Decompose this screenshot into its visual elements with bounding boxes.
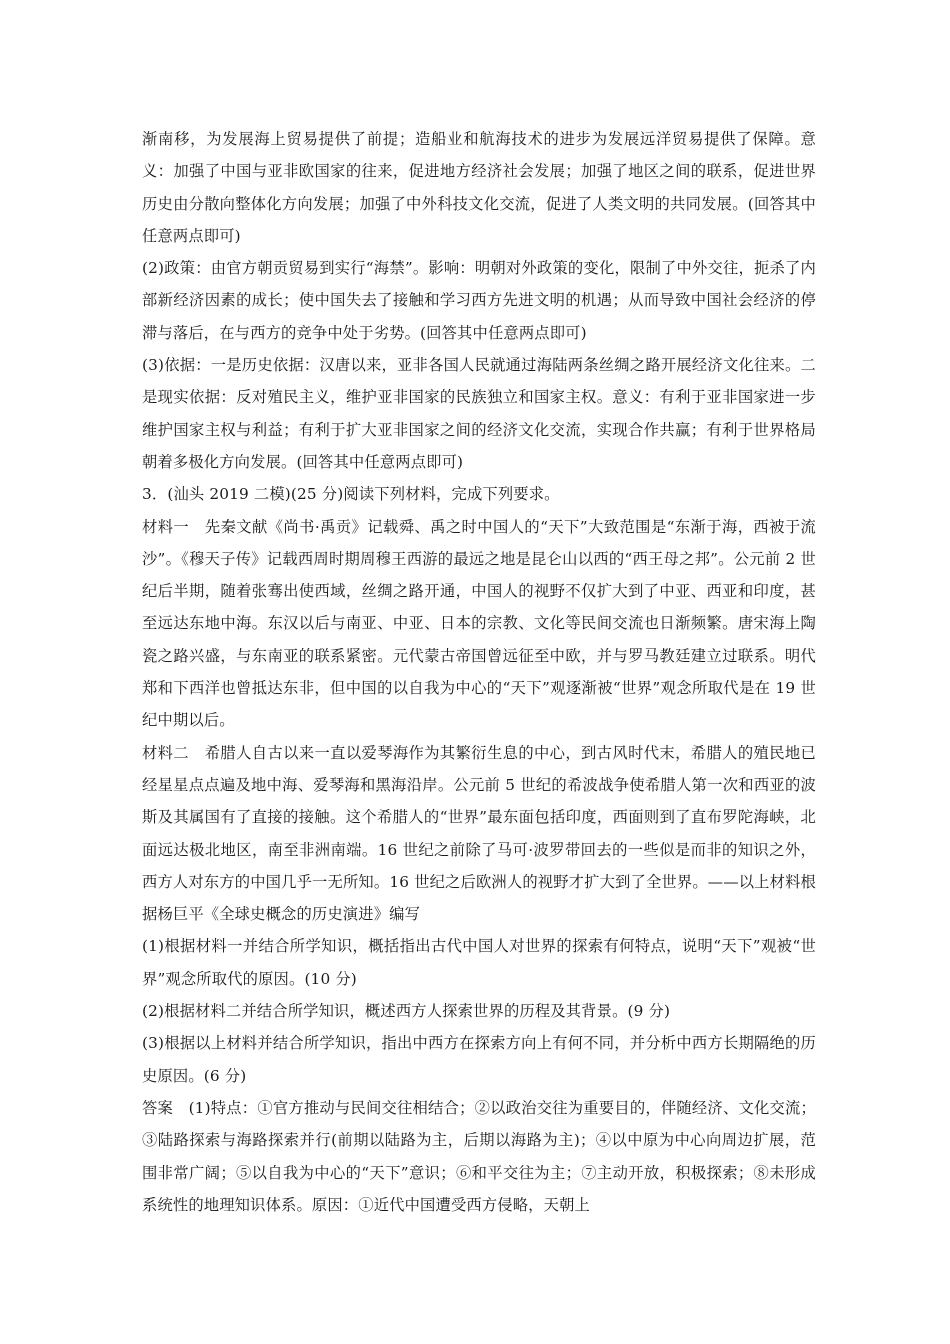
question-3-heading: 3．(汕头 2019 二模)(25 分)阅读下列材料，完成下列要求。 (142, 485, 560, 504)
sub-question-1: (1)根据材料一并结合所学知识，概括指出古代中国人对世界的探索有何特点，说明“天下”观被“世界”观念所取代的原因。(10 分) (142, 937, 816, 988)
answer-paragraph-3: (3)依据：一是历史依据：汉唐以来，亚非各国人民就通过海陆两条丝绸之路开展经济文化往来。二是现实依据：反对殖民主义，维护亚非国家的民族独立和国家主权。意义：有利于亚非国家进一步维护国家主权与利益；有利于扩大亚非国家之间的经济文化交流，实现合作共赢；有利于世界格局朝着多极化方向发展。(回答其中任意两点即可) (142, 356, 816, 471)
document-body (142, 123, 816, 1221)
sub-question-3: (3)根据以上材料并结合所学知识，指出中西方在探索方向上有何不同，并分析中西方长期隔绝的历史原因。(6 分) (142, 1034, 816, 1085)
sub-question-2: (2)根据材料二并结合所学知识，概述西方人探索世界的历程及其背景。(9 分) (142, 1002, 671, 1021)
material-two: 材料二 希腊人自古以来一直以爱琴海作为其繁衍生息的中心，到古风时代末，希腊人的殖民地已经星星点点遍及地中海、爱琴海和黑海沿岸。公元前 5 世纪的希波战争使希腊人第一次和西亚的波斯及其属国有了直接的接触。这个希腊人的“世界”最东面包括印度，西面则到了直布罗陀海峡，北面远达极北地区，南至非洲南端。16 世纪之前除了马可·波罗带回去的一些似是而非的知识之外，西方人对东方的中国几乎一无所知。16 世纪之后欧洲人的视野才扩大到了全世界。——以上材料根据杨巨平《全球史概念的历史演进》编写 (142, 743, 816, 924)
answer-section: 答案 (1)特点：①官方推动与民间交往相结合；②以政治交往为重要目的，伴随经济、文化交流；③陆路探索与海路探索并行(前期以陆路为主，后期以海路为主)；④以中原为中心向周边扩展，范围非常广阔；⑤以自我为中心的“天下”意识；⑥和平交往为主；⑦主动开放，积极探索；⑧未形成系统性的地理知识体系。原因：①近代中国遭受西方侵略，天朝上 (142, 1098, 816, 1214)
material-one: 材料一 先秦文献《尚书·禹贡》记载舜、禹之时中国人的“天下”大致范围是“东渐于海，西被于流沙”。《穆天子传》记载西周时期周穆王西游的最远之地是昆仑山以西的“西王母之邦”。公元前 2 世纪后半期，随着张骞出使西域，丝绸之路开通，中国人的视野不仅扩大到了中亚、西亚和印度，甚至远达东地中海。东汉以后与南亚、中亚、日本的宗教、文化等民间交流也日渐频繁。唐宋海上陶瓷之路兴盛，与东南亚的联系紧密。元代蒙古帝国曾远征至中欧，并与罗马教廷建立过联系。明代郑和下西洋也曾抵达东非，但中国的以自我为中心的“天下”观逐渐被“世界”观念所取代是在 19 世纪中期以后。 (142, 517, 816, 730)
answer-paragraph-1-continued: 渐南移，为发展海上贸易提供了前提；造船业和航海技术的进步为发展远洋贸易提供了保障。意义：加强了中国与亚非欧国家的往来，促进地方经济社会发展；加强了地区之间的联系，促进世界历史由分散向整体化方向发展；加强了中外科技文化交流，促进了人类文明的共同发展。(回答其中任意两点即可) (142, 130, 816, 245)
answer-paragraph-2: (2)政策：由官方朝贡贸易到实行“海禁”。影响：明朝对外政策的变化，限制了中外交往，扼杀了内部新经济因素的成长；使中国失去了接触和学习西方先进文明的机遇；从而导致中国社会经济的停滞与落后，在与西方的竞争中处于劣势。(回答其中任意两点即可) (142, 259, 816, 342)
